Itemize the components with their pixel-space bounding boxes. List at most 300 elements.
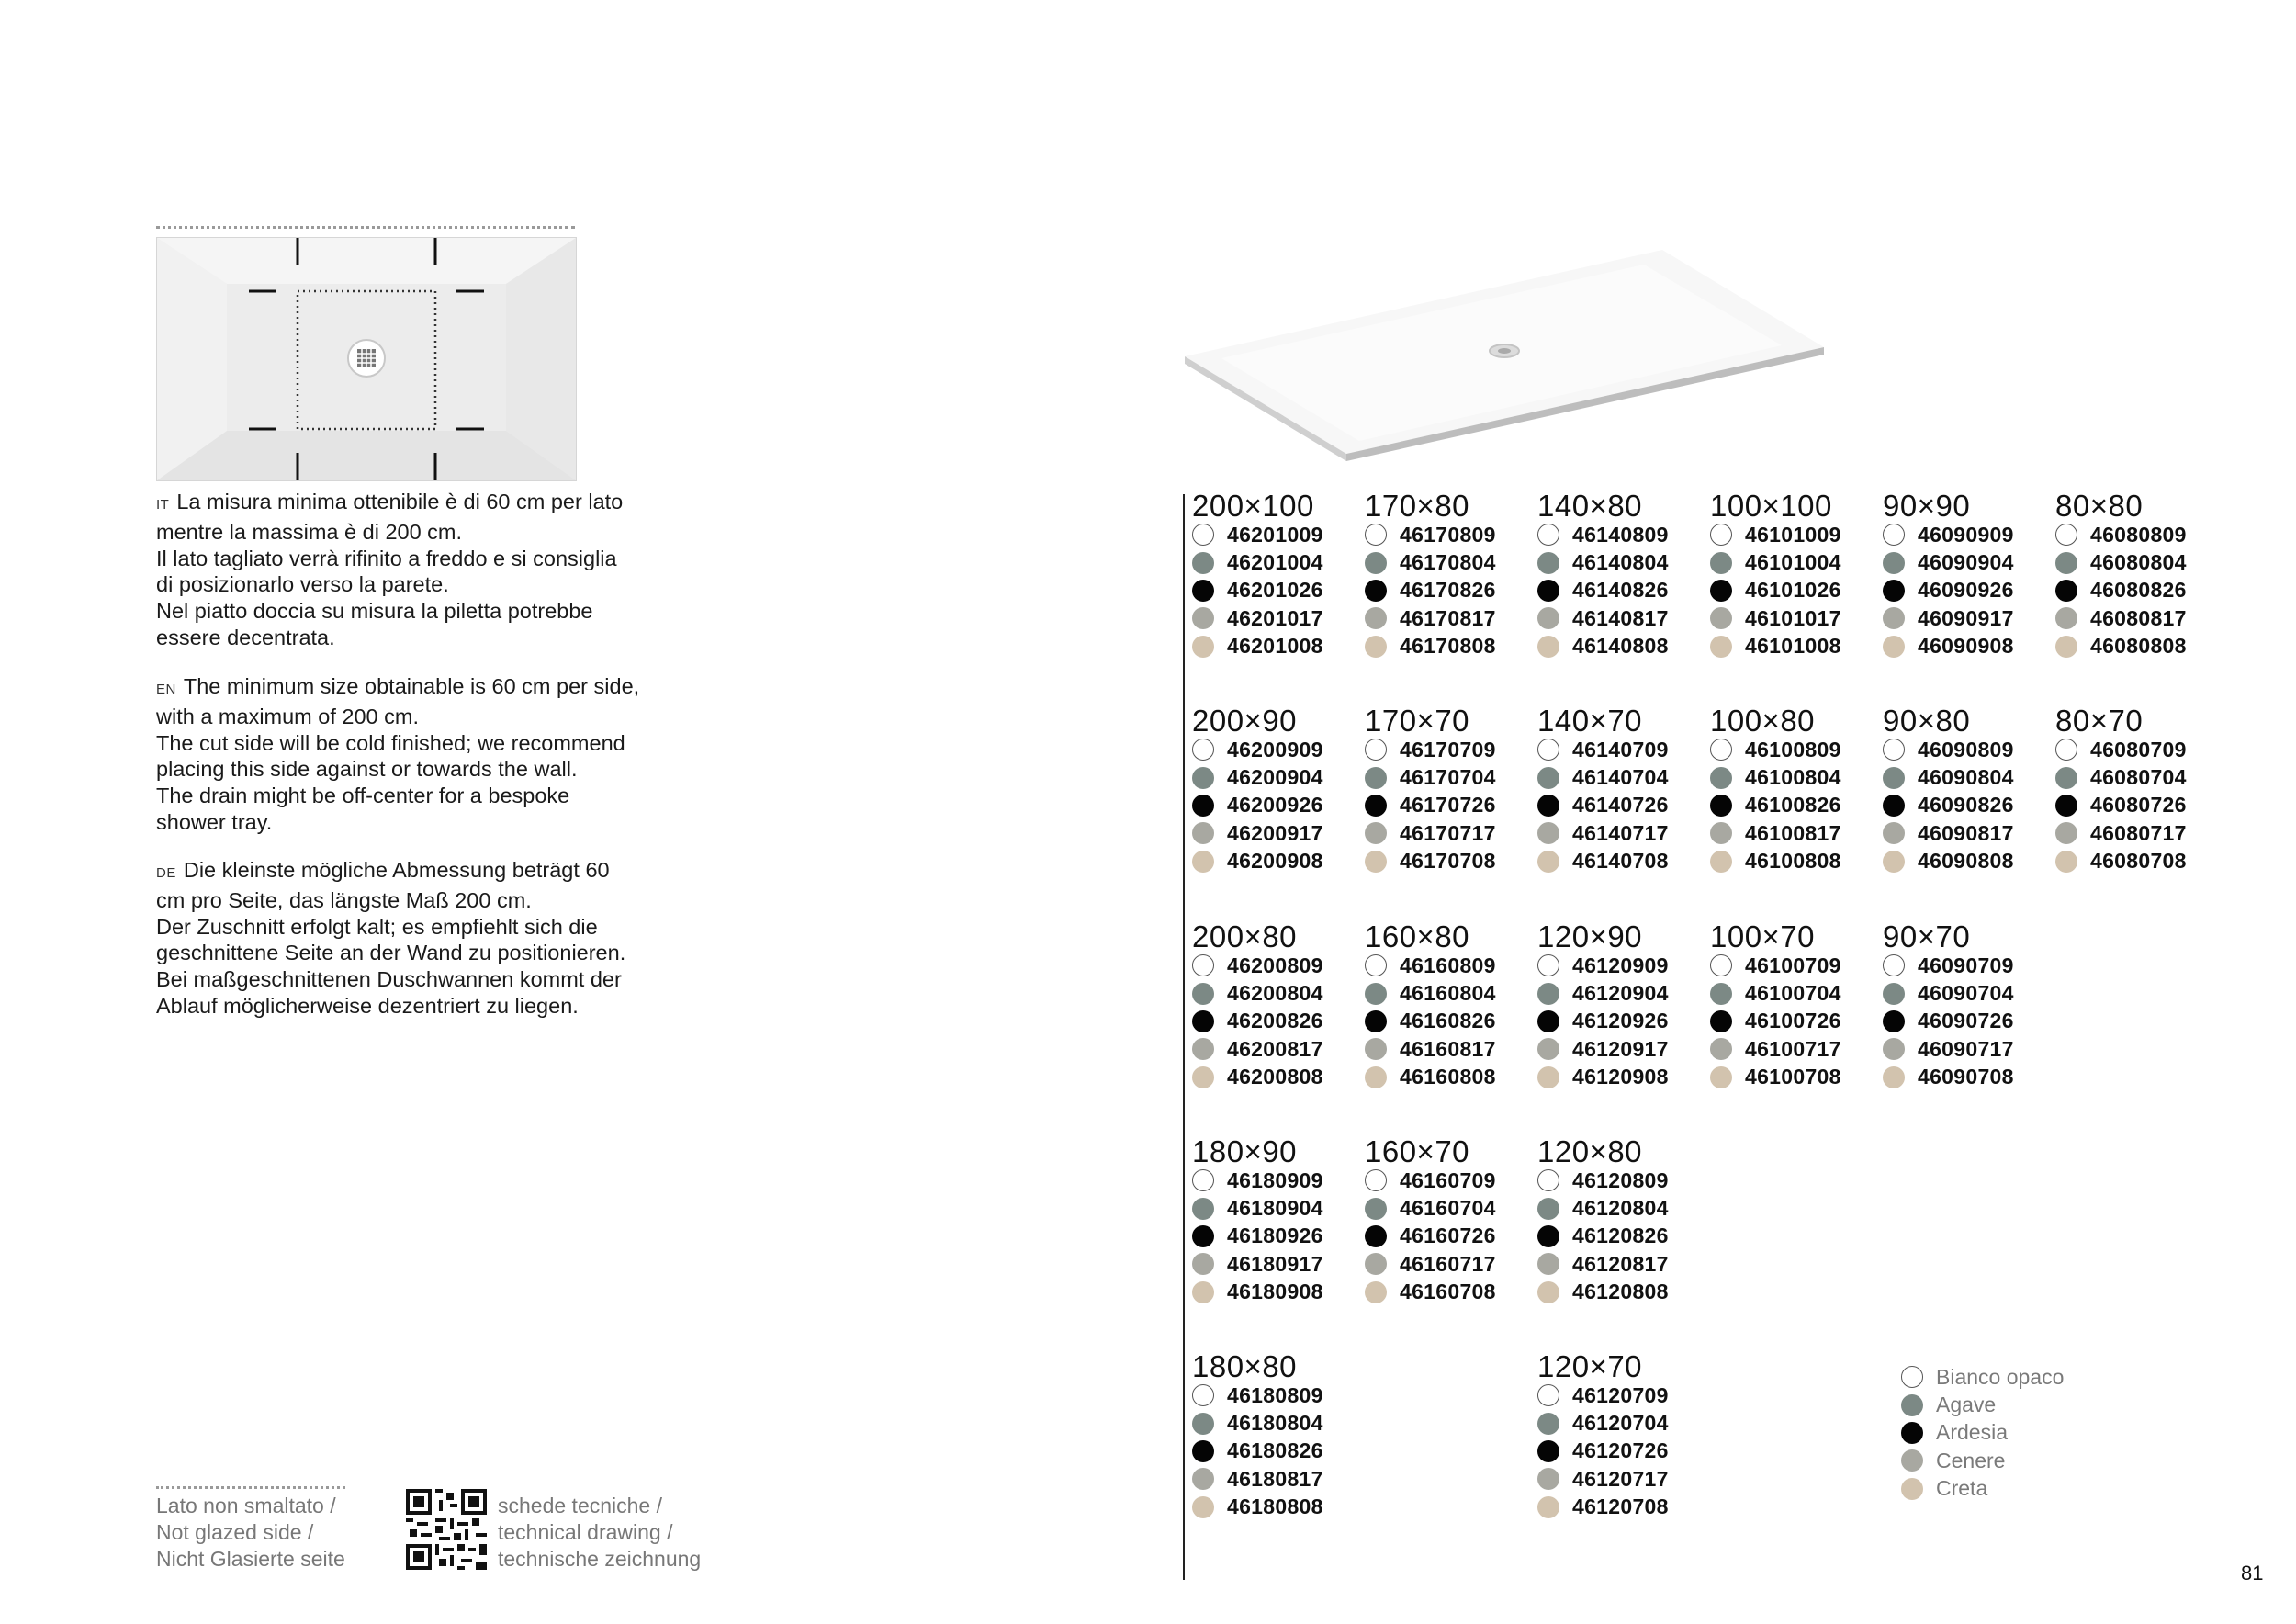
agave-swatch-icon [2055, 767, 2077, 789]
ardesia-swatch-icon [1901, 1422, 1923, 1444]
product-code: 46090817 [1918, 820, 2014, 845]
creta-swatch-icon [2055, 851, 2077, 873]
creta-swatch-icon [1192, 636, 1214, 658]
bianco-swatch-icon [1365, 739, 1387, 761]
code-row [1883, 979, 2055, 1007]
size-group [1537, 491, 1710, 660]
code-row [1192, 1008, 1365, 1035]
code-row [1192, 819, 1365, 847]
creta-swatch-icon [1537, 636, 1559, 658]
product-code: 46080726 [2090, 793, 2187, 818]
product-code: 46140817 [1572, 605, 1669, 630]
code-row [1883, 1064, 2055, 1091]
code-row [1192, 763, 1365, 791]
code-row [1192, 1279, 1365, 1306]
code-row [1365, 848, 1537, 875]
bianco-swatch-icon [1883, 739, 1905, 761]
size-label: 170×70 [1365, 704, 1470, 738]
cenere-swatch-icon [1710, 1038, 1732, 1060]
code-row [1883, 604, 2055, 632]
code-row [1192, 848, 1365, 875]
code-row [1537, 1167, 1710, 1194]
size-group [1883, 706, 2055, 875]
size-label: 80×70 [2055, 704, 2144, 738]
ardesia-swatch-icon [1192, 1225, 1214, 1247]
size-group [1537, 919, 1710, 1091]
ardesia-swatch-icon [1192, 1010, 1214, 1032]
code-row [1537, 521, 1710, 548]
code-row [1537, 1064, 1710, 1091]
description-en [156, 673, 689, 836]
size-group [1710, 491, 1883, 660]
product-code: 46201008 [1227, 634, 1323, 659]
agave-swatch-icon [1365, 767, 1387, 789]
bianco-swatch-icon [1883, 954, 1905, 976]
code-row [1883, 848, 2055, 875]
product-code: 46120817 [1572, 1251, 1669, 1276]
size-group [1365, 1134, 1537, 1306]
creta-swatch-icon [1365, 1066, 1387, 1088]
code-row [1710, 848, 1883, 875]
code-row [1365, 1035, 1537, 1063]
ardesia-swatch-icon [1365, 580, 1387, 602]
ardesia-swatch-icon [1365, 795, 1387, 817]
size-group [1365, 919, 1537, 1091]
legend-label: Creta [1936, 1476, 1988, 1501]
code-row [1192, 1035, 1365, 1063]
ardesia-swatch-icon [1192, 580, 1214, 602]
code-row [1537, 1035, 1710, 1063]
product-code: 46160826 [1400, 1009, 1496, 1033]
product-code: 46100808 [1745, 849, 1841, 874]
bianco-swatch-icon [1710, 954, 1732, 976]
size-label: 90×80 [1883, 704, 1971, 738]
code-row [1365, 1167, 1537, 1194]
code-row [1192, 1409, 1365, 1437]
product-code: 46101009 [1745, 522, 1841, 547]
code-row [1365, 979, 1537, 1007]
ardesia-swatch-icon [1537, 795, 1559, 817]
product-code: 46120808 [1572, 1280, 1669, 1304]
code-row [1710, 1035, 1883, 1063]
product-code: 46090826 [1918, 793, 2014, 818]
agave-swatch-icon [1192, 767, 1214, 789]
bianco-swatch-icon [1192, 1384, 1214, 1406]
cenere-swatch-icon [1883, 822, 1905, 844]
bianco-swatch-icon [1537, 739, 1559, 761]
size-label: 90×70 [1883, 919, 1971, 953]
code-row [1192, 548, 1365, 576]
code-row [1192, 736, 1365, 763]
size-group [1710, 919, 1883, 1091]
product-code: 46100726 [1745, 1009, 1841, 1033]
code-row [1192, 633, 1365, 660]
size-group [1537, 1134, 1710, 1306]
code-row [1883, 792, 2055, 819]
product-code: 46140704 [1572, 765, 1669, 790]
size-group [1537, 1349, 1710, 1521]
product-code: 46101026 [1745, 578, 1841, 603]
legend-label: Cenere [1936, 1448, 2006, 1472]
product-code: 46140804 [1572, 550, 1669, 575]
code-row [1537, 1008, 1710, 1035]
bianco-swatch-icon [1192, 739, 1214, 761]
product-code: 46140808 [1572, 634, 1669, 659]
bianco-swatch-icon [1537, 1384, 1559, 1406]
product-code: 46160709 [1400, 1167, 1496, 1192]
size-group [1883, 491, 2055, 660]
product-code: 46180817 [1227, 1466, 1323, 1491]
code-row [1710, 633, 1883, 660]
code-row [1365, 736, 1537, 763]
creta-swatch-icon [1883, 851, 1905, 873]
product-code: 46100826 [1745, 793, 1841, 818]
product-code: 46200826 [1227, 1009, 1323, 1033]
product-code: 46120926 [1572, 1009, 1669, 1033]
cenere-swatch-icon [1537, 822, 1559, 844]
legend-item [1901, 1447, 2064, 1474]
agave-swatch-icon [1192, 552, 1214, 574]
product-code: 46160726 [1400, 1224, 1496, 1248]
cenere-swatch-icon [1537, 1253, 1559, 1275]
ardesia-swatch-icon [1710, 580, 1732, 602]
code-row [1537, 1194, 1710, 1222]
lang-tag-it: IT [156, 497, 170, 513]
color-legend [1901, 1363, 2064, 1503]
product-code: 46090926 [1918, 578, 2014, 603]
code-row [1192, 979, 1365, 1007]
agave-swatch-icon [1537, 1198, 1559, 1220]
ardesia-swatch-icon [1537, 1010, 1559, 1032]
product-code: 46200804 [1227, 981, 1323, 1006]
creta-swatch-icon [1883, 636, 1905, 658]
size-label: 140×80 [1537, 489, 1643, 523]
product-code: 46200926 [1227, 793, 1323, 818]
product-code: 46090904 [1918, 550, 2014, 575]
code-row [1710, 521, 1883, 548]
size-label: 120×70 [1537, 1349, 1643, 1383]
product-code: 46180917 [1227, 1251, 1323, 1276]
product-code: 46170804 [1400, 550, 1496, 575]
code-row [2055, 633, 2228, 660]
code-row [1710, 736, 1883, 763]
code-row [1192, 1167, 1365, 1194]
technical-drawing-label[interactable]: schede tecniche / technical drawing / technische zeichnung [498, 1494, 702, 1571]
size-label: 180×90 [1192, 1134, 1298, 1168]
size-group [1365, 491, 1537, 660]
cenere-swatch-icon [1901, 1449, 1923, 1472]
size-label: 80×80 [2055, 489, 2144, 523]
product-code: 46160817 [1400, 1036, 1496, 1061]
bianco-swatch-icon [1192, 954, 1214, 976]
description-text-de: Die kleinste mögliche Abmessung beträgt 60 cm pro Seite, das längste Maß 200 cm. Der Zuschnitt erfolgt kalt; es empfiehlt sich die geschnittene Seite an der Wand zu positionieren. Bei maßgeschnittenen Duschwannen kommt der Ablauf möglicherweise dezentriert zu liegen. [156, 858, 626, 1018]
product-code: 46101008 [1745, 634, 1841, 659]
product-code: 46170709 [1400, 737, 1496, 761]
code-row [1537, 792, 1710, 819]
product-code: 46100709 [1745, 953, 1841, 977]
code-row [1192, 521, 1365, 548]
product-code: 46100708 [1745, 1065, 1841, 1089]
code-row [1365, 633, 1537, 660]
code-row [1192, 1438, 1365, 1465]
code-row [1365, 521, 1537, 548]
product-code: 46080817 [2090, 605, 2187, 630]
code-row [1537, 763, 1710, 791]
product-code: 46120709 [1572, 1382, 1669, 1407]
description-de [156, 857, 689, 1020]
code-row [2055, 848, 2228, 875]
cenere-swatch-icon [1710, 607, 1732, 629]
ardesia-swatch-icon [1192, 1440, 1214, 1462]
code-row [1710, 1064, 1883, 1091]
size-label: 170×80 [1365, 489, 1470, 523]
code-row [1537, 1223, 1710, 1250]
agave-swatch-icon [1537, 983, 1559, 1005]
code-row [1537, 848, 1710, 875]
product-code: 46100804 [1745, 765, 1841, 790]
product-code: 46100717 [1745, 1036, 1841, 1061]
agave-swatch-icon [1192, 1198, 1214, 1220]
product-code: 46201017 [1227, 605, 1323, 630]
bianco-swatch-icon [1365, 954, 1387, 976]
code-row [1710, 548, 1883, 576]
ardesia-swatch-icon [1537, 1440, 1559, 1462]
cenere-swatch-icon [1883, 1038, 1905, 1060]
product-code: 46120809 [1572, 1167, 1669, 1192]
code-row [1192, 604, 1365, 632]
code-row [1365, 604, 1537, 632]
ardesia-swatch-icon [1192, 795, 1214, 817]
product-code: 46100817 [1745, 820, 1841, 845]
product-code: 46140709 [1572, 737, 1669, 761]
ardesia-swatch-icon [1710, 1010, 1732, 1032]
code-row [1883, 1035, 2055, 1063]
bianco-swatch-icon [1365, 1169, 1387, 1191]
creta-swatch-icon [1365, 636, 1387, 658]
product-code: 46160717 [1400, 1251, 1496, 1276]
size-group [1365, 706, 1537, 875]
product-code: 46080804 [2090, 550, 2187, 575]
creta-swatch-icon [1710, 636, 1732, 658]
product-code: 46201009 [1227, 522, 1323, 547]
size-label: 200×100 [1192, 489, 1314, 523]
cenere-swatch-icon [2055, 822, 2077, 844]
cenere-swatch-icon [1710, 822, 1732, 844]
product-code: 46201004 [1227, 550, 1323, 575]
product-code: 46120909 [1572, 953, 1669, 977]
product-code: 46160804 [1400, 981, 1496, 1006]
ardesia-swatch-icon [1365, 1010, 1387, 1032]
size-group [1192, 1134, 1365, 1306]
code-row [1710, 819, 1883, 847]
product-code: 46180909 [1227, 1167, 1323, 1192]
product-code: 46140809 [1572, 522, 1669, 547]
code-row [1537, 1250, 1710, 1278]
ardesia-swatch-icon [1710, 795, 1732, 817]
ardesia-swatch-icon [1883, 580, 1905, 602]
product-code: 46080704 [2090, 765, 2187, 790]
product-code: 46090909 [1918, 522, 2014, 547]
product-code: 46120704 [1572, 1411, 1669, 1436]
code-row [1537, 1279, 1710, 1306]
size-group [1537, 706, 1710, 875]
product-code: 46080809 [2090, 522, 2187, 547]
cenere-swatch-icon [1365, 822, 1387, 844]
size-group [2055, 491, 2228, 660]
product-code: 46090908 [1918, 634, 2014, 659]
code-row [1192, 1250, 1365, 1278]
product-code: 46090808 [1918, 849, 2014, 874]
bianco-swatch-icon [1365, 524, 1387, 546]
code-row [1537, 819, 1710, 847]
product-code: 46180904 [1227, 1196, 1323, 1221]
size-group [1192, 919, 1365, 1091]
code-row [1883, 1008, 2055, 1035]
cenere-swatch-icon [1883, 607, 1905, 629]
code-row [1537, 548, 1710, 576]
product-code: 46100704 [1745, 981, 1841, 1006]
agave-swatch-icon [1710, 983, 1732, 1005]
product-code: 46200917 [1227, 820, 1323, 845]
size-group [1192, 491, 1365, 660]
product-code: 46200909 [1227, 737, 1323, 761]
code-row [1537, 604, 1710, 632]
product-code: 46201026 [1227, 578, 1323, 603]
product-code: 46180804 [1227, 1411, 1323, 1436]
legend-item [1901, 1475, 2064, 1503]
code-row [1365, 792, 1537, 819]
code-row [2055, 792, 2228, 819]
lang-tag-en: EN [156, 682, 176, 697]
legend-item [1901, 1363, 2064, 1391]
legend-item [1901, 1419, 2064, 1447]
bianco-swatch-icon [2055, 524, 2077, 546]
agave-swatch-icon [1537, 552, 1559, 574]
agave-swatch-icon [1883, 552, 1905, 574]
code-row [2055, 604, 2228, 632]
cenere-swatch-icon [1192, 607, 1214, 629]
code-row [1365, 577, 1537, 604]
qr-code-icon[interactable] [406, 1489, 487, 1570]
code-row [1192, 1194, 1365, 1222]
size-group [1883, 919, 2055, 1091]
size-group [2055, 706, 2228, 875]
code-row [2055, 577, 2228, 604]
code-row [1710, 577, 1883, 604]
size-label: 140×70 [1537, 704, 1643, 738]
product-code: 46180908 [1227, 1280, 1323, 1304]
code-row [1883, 763, 2055, 791]
product-code: 46170708 [1400, 849, 1496, 874]
code-row [1883, 633, 2055, 660]
creta-swatch-icon [1365, 1281, 1387, 1303]
code-row [1192, 1465, 1365, 1493]
ardesia-swatch-icon [2055, 580, 2077, 602]
size-group [1192, 706, 1365, 875]
code-row [1192, 1223, 1365, 1250]
code-row [2055, 548, 2228, 576]
product-code: 46200808 [1227, 1065, 1323, 1089]
cenere-swatch-icon [1365, 607, 1387, 629]
code-row [2055, 521, 2228, 548]
product-code: 46180826 [1227, 1438, 1323, 1463]
bianco-swatch-icon [1537, 954, 1559, 976]
code-row [1365, 1194, 1537, 1222]
code-row [1710, 952, 1883, 979]
creta-swatch-icon [1537, 1496, 1559, 1518]
creta-swatch-icon [1192, 1496, 1214, 1518]
code-row [1883, 521, 2055, 548]
creta-swatch-icon [2055, 636, 2077, 658]
lang-tag-de: DE [156, 865, 176, 881]
code-row [1710, 763, 1883, 791]
page-number: 81 [2241, 1562, 2264, 1585]
code-row [2055, 736, 2228, 763]
cenere-swatch-icon [1537, 607, 1559, 629]
code-row [1365, 1008, 1537, 1035]
code-row [1537, 577, 1710, 604]
product-code: 46160809 [1400, 953, 1496, 977]
bianco-swatch-icon [1901, 1366, 1923, 1388]
creta-swatch-icon [1192, 1281, 1214, 1303]
bianco-swatch-icon [1537, 524, 1559, 546]
code-row [1883, 577, 2055, 604]
agave-swatch-icon [1365, 552, 1387, 574]
product-code: 46200908 [1227, 849, 1323, 874]
size-label: 180×80 [1192, 1349, 1298, 1383]
ardesia-swatch-icon [1883, 1010, 1905, 1032]
product-code: 46080717 [2090, 820, 2187, 845]
creta-swatch-icon [1883, 1066, 1905, 1088]
agave-swatch-icon [1710, 767, 1732, 789]
product-code: 46170717 [1400, 820, 1496, 845]
description-text-en: The minimum size obtainable is 60 cm per side, with a maximum of 200 cm. The cut side will be cold finished; we recommend placing this side against or towards the wall. The drain might be off-center for a bespoke shower tray. [156, 674, 640, 834]
code-row [1883, 819, 2055, 847]
code-row [1710, 1008, 1883, 1035]
bianco-swatch-icon [1537, 1169, 1559, 1191]
product-code: 46140708 [1572, 849, 1669, 874]
creta-swatch-icon [1365, 851, 1387, 873]
product-code: 46100809 [1745, 737, 1841, 761]
product-code: 46180808 [1227, 1494, 1323, 1519]
product-code: 46120717 [1572, 1466, 1669, 1491]
bianco-swatch-icon [2055, 739, 2077, 761]
code-row [1365, 1279, 1537, 1306]
code-row [1537, 1465, 1710, 1493]
product-code: 46160708 [1400, 1280, 1496, 1304]
shower-tray-image [1185, 248, 1846, 491]
creta-swatch-icon [1537, 1281, 1559, 1303]
ardesia-swatch-icon [1537, 1225, 1559, 1247]
cenere-swatch-icon [1365, 1253, 1387, 1275]
creta-swatch-icon [1537, 851, 1559, 873]
agave-swatch-icon [1710, 552, 1732, 574]
cenere-swatch-icon [1365, 1038, 1387, 1060]
product-code: 46120708 [1572, 1494, 1669, 1519]
product-code: 46140717 [1572, 820, 1669, 845]
product-code: 46101017 [1745, 605, 1841, 630]
code-row [1365, 1223, 1537, 1250]
code-row [1537, 1494, 1710, 1521]
code-row [1883, 952, 2055, 979]
ardesia-swatch-icon [1883, 795, 1905, 817]
creta-swatch-icon [1710, 851, 1732, 873]
product-code: 46200904 [1227, 765, 1323, 790]
product-code: 46140826 [1572, 578, 1669, 603]
cenere-swatch-icon [1537, 1038, 1559, 1060]
tray-technical-drawing [156, 237, 577, 481]
product-code: 46120804 [1572, 1196, 1669, 1221]
